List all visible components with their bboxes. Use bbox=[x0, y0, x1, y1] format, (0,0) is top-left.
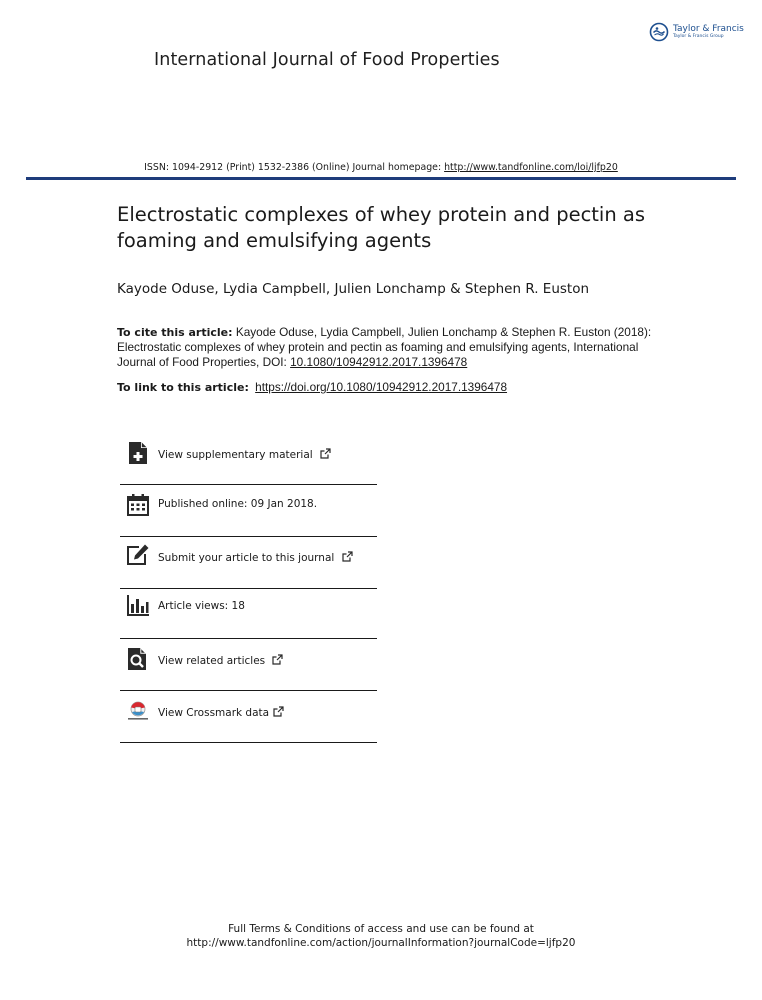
related-articles-search-icon bbox=[126, 647, 150, 671]
crossmark-item[interactable] bbox=[120, 690, 377, 743]
journal-homepage-link[interactable]: http://www.tandfonline.com/loi/ljfp20 bbox=[444, 162, 618, 173]
article-views-item bbox=[120, 586, 377, 639]
journal-title: International Journal of Food Properties bbox=[154, 50, 500, 70]
cite-label: To cite this article: bbox=[117, 326, 233, 339]
taylor-francis-logo-icon bbox=[649, 22, 669, 42]
article-title: Electrostatic complexes of whey protein and pectin as foaming and emulsifying agents bbox=[117, 203, 646, 252]
submit-article-label: Submit your article to this journal bbox=[158, 552, 335, 564]
crossmark-label: View Crossmark data bbox=[158, 707, 270, 719]
issn-line bbox=[0, 162, 762, 173]
logo-name: Taylor & Francis bbox=[673, 23, 744, 34]
crossmark-icon bbox=[126, 700, 150, 724]
article-link-line bbox=[117, 380, 507, 394]
article-url-link[interactable]: https://doi.org/10.1080/10942912.2017.1396478 bbox=[255, 380, 508, 394]
footer-terms-text: Full Terms & Conditions of access and use can be found at bbox=[228, 923, 534, 935]
logo-subtitle: Taylor & Francis Group bbox=[673, 33, 724, 39]
link-label: To link to this article: bbox=[117, 381, 249, 394]
supplementary-material-item[interactable] bbox=[120, 432, 377, 485]
related-articles-label: View related articles bbox=[158, 655, 266, 667]
supplementary-material-label: View supplementary material bbox=[158, 449, 313, 461]
published-online-item bbox=[120, 484, 377, 537]
external-link-icon bbox=[342, 551, 353, 565]
doi-link[interactable]: 10.1080/10942912.2017.1396478 bbox=[290, 355, 468, 369]
published-online-label: Published online: 09 Jan 2018. bbox=[158, 498, 318, 510]
article-views-label: Article views: 18 bbox=[158, 600, 245, 612]
bar-chart-icon bbox=[126, 594, 150, 618]
citation-block bbox=[117, 325, 657, 370]
external-link-icon bbox=[272, 654, 283, 668]
related-articles-item[interactable] bbox=[120, 638, 377, 691]
edit-pencil-icon bbox=[126, 543, 150, 567]
supplementary-file-icon bbox=[126, 441, 150, 465]
calendar-icon bbox=[126, 493, 150, 517]
issn-text: ISSN: 1094-2912 (Print) 1532-2386 (Online) Journal homepage: bbox=[144, 162, 442, 173]
footer bbox=[0, 922, 762, 950]
submit-article-item[interactable] bbox=[120, 536, 377, 589]
header-divider bbox=[26, 177, 736, 180]
external-link-icon bbox=[320, 448, 331, 462]
external-link-icon bbox=[273, 706, 284, 720]
cite-text: Kayode Oduse, Lydia Campbell, Julien Lonchamp & Stephen R. Euston (2018): Electrostatic complexes of whey protein and pectin as foaming and emulsifying agents, International Journal of Food Properties, DOI: bbox=[117, 325, 652, 369]
article-authors: Kayode Oduse, Lydia Campbell, Julien Lonchamp & Stephen R. Euston bbox=[117, 281, 590, 297]
footer-terms-link[interactable]: http://www.tandfonline.com/action/journalInformation?journalCode=ljfp20 bbox=[186, 937, 576, 949]
publisher-logo[interactable] bbox=[649, 22, 744, 42]
